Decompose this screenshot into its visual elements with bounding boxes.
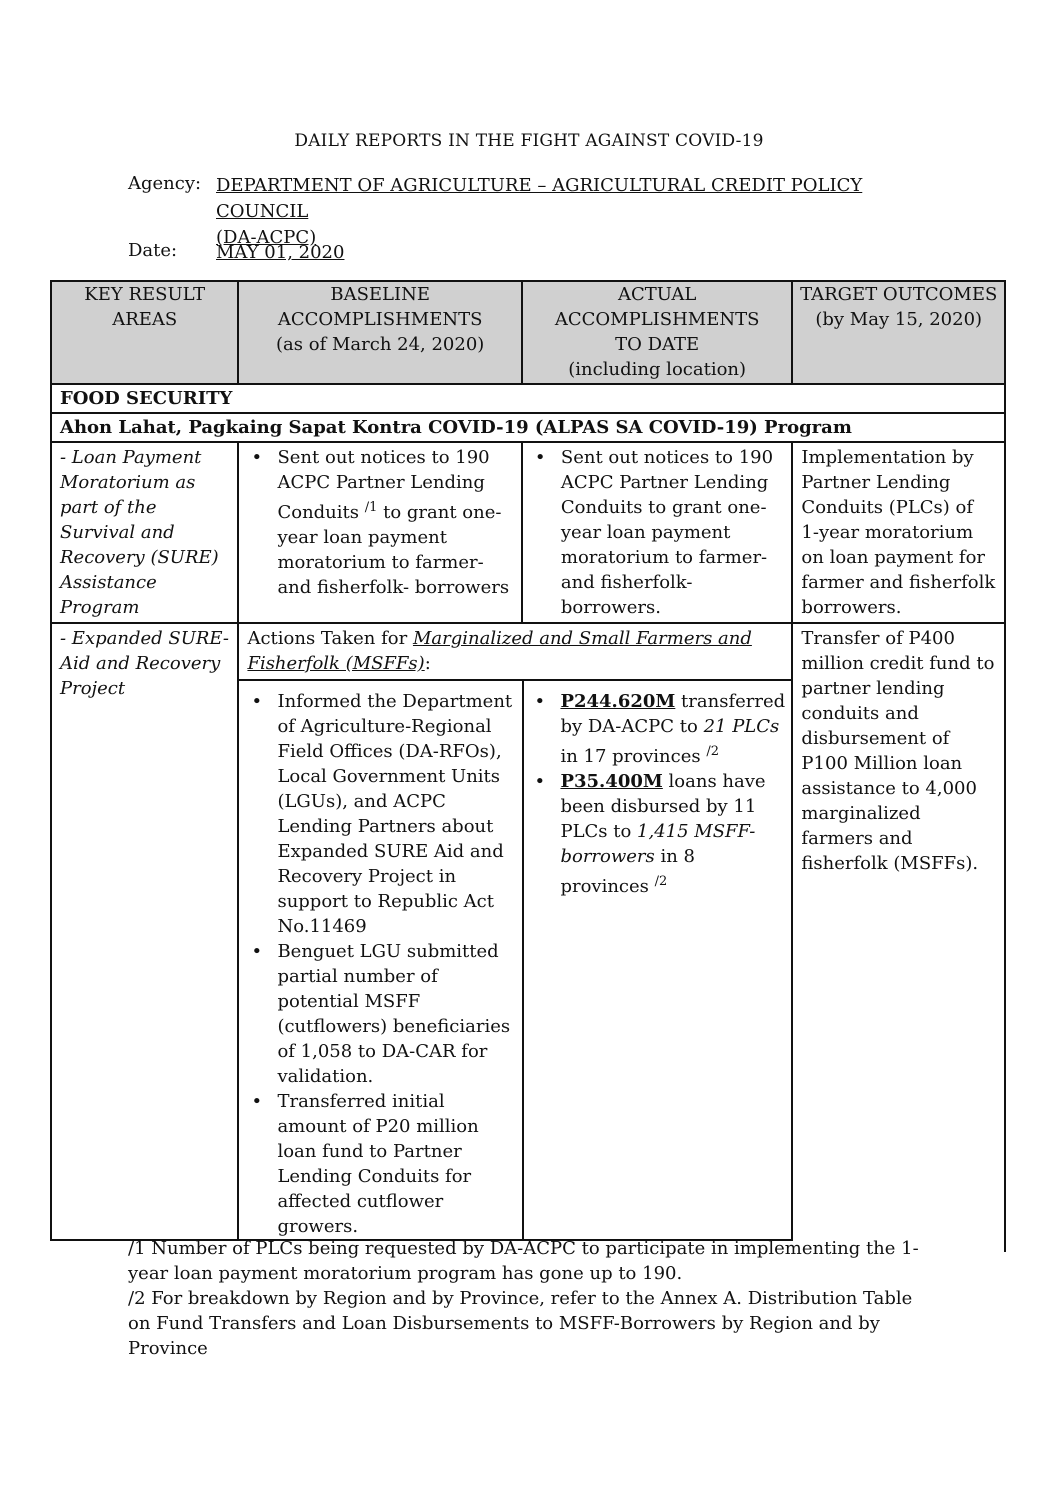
- report-title: DAILY REPORTS IN THE FIGHT AGAINST COVID-19: [294, 131, 764, 151]
- table-row: [51, 623, 1005, 1240]
- list-item: • Benguet LGU submitted partial number of potential MSFF (cutflowers) beneficiaries of 1,058 to DA-CAR for validation.: [277, 939, 516, 1089]
- table-edge-line: [1004, 1228, 1006, 1252]
- col-header-actual: ACTUAL ACCOMPLISHMENTS TO DATE (including location): [522, 281, 793, 384]
- msff-link-text: Marginalized and Small Farmers and Fisherfolk (MSFFs): [247, 628, 752, 674]
- actions-heading: Actions Taken for Marginalized and Small Farmers and Fisherfolk (MSFFs):: [239, 624, 791, 681]
- agency-line-2: (DA-ACPC): [216, 227, 317, 248]
- section-program: Ahon Lahat, Pagkaing Sapat Kontra COVID-19 (ALPAS SA COVID-19) Program: [51, 413, 1005, 442]
- list-item: • Transferred initial amount of P20 million loan fund to Partner Lending Conduits for affected cutflower growers.: [277, 1089, 516, 1239]
- footnote-1: /1 Number of PLCs being requested by DA-ACPC to participate in implementing the 1-year loan payment moratorium program has gone up to 190.: [128, 1238, 919, 1284]
- header-row: [51, 281, 1005, 384]
- program-row: [51, 413, 1005, 442]
- actual-cell: [524, 681, 791, 1239]
- agency-label: Agency:: [128, 173, 202, 194]
- col-header-kra: KEY RESULT AREAS: [51, 281, 238, 384]
- col-header-target: TARGET OUTCOMES (by May 15, 2020): [792, 281, 1005, 384]
- actual-cell: [522, 442, 793, 623]
- section-row: [51, 384, 1005, 413]
- col-header-baseline: BASELINE ACCOMPLISHMENTS (as of March 24, 2020): [238, 281, 521, 384]
- baseline-cell: [238, 442, 521, 623]
- agency-line-1: DEPARTMENT OF AGRICULTURE – AGRICULTURAL CREDIT POLICY COUNCIL: [216, 175, 863, 222]
- list-item: • Sent out notices to 190 ACPC Partner Lending Conduits to grant one-year loan payment moratorium to farmer- and fisherfolk- borrowers.: [561, 445, 786, 620]
- list-item: • Informed the Department of Agriculture-Regional Field Offices (DA-RFOs), Local Government Units (LGUs), and ACPC Lending Partners about Expanded SURE Aid and Recovery Project in support to Republic Act No.11469: [277, 689, 516, 939]
- kra-cell: - Expanded SURE-Aid and Recovery Project: [51, 623, 238, 1240]
- footnotes: [128, 1236, 928, 1361]
- table-row: [51, 442, 1005, 623]
- baseline-actual-cell: [238, 623, 792, 1240]
- section-food-security: FOOD SECURITY: [51, 384, 1005, 413]
- kra-cell: - Loan Payment Moratorium as part of the Survival and Recovery (SURE) Assistance Program: [51, 442, 238, 623]
- footnote-2: /2 For breakdown by Region and by Province, refer to the Annex A. Distribution Table on Fund Transfers and Loan Disbursements to MSFF-Borrowers by Region and by Province: [128, 1288, 913, 1359]
- report-table: [50, 280, 1006, 1241]
- target-cell: Transfer of P400 million credit fund to partner lending conduits and disbursement of P100 Million loan assistance to 4,000 marginalized farmers and fisherfolk (MSFFs).: [792, 623, 1005, 1240]
- target-cell: Implementation by Partner Lending Conduits (PLCs) of 1-year moratorium on loan payment for farmer and fisherfolk borrowers.: [792, 442, 1005, 623]
- date-value: MAY 01, 2020: [216, 242, 345, 263]
- baseline-cell: [239, 681, 524, 1239]
- list-item: • Sent out notices to 190 ACPC Partner Lending Conduits $^{/1}$ to grant one-year loan payment moratorium to farmer- and fisherfolk- borrowers: [277, 445, 514, 600]
- list-item: • P244.620M transferred by DA-ACPC to 21 PLCs in 17 provinces $^{/2}$: [560, 689, 785, 769]
- date-label: Date:: [128, 240, 178, 261]
- list-item: • P35.400M loans have been disbursed by 11 PLCs to 1,415 MSFF-borrowers in 8 provinces $^{/2}$: [560, 769, 785, 899]
